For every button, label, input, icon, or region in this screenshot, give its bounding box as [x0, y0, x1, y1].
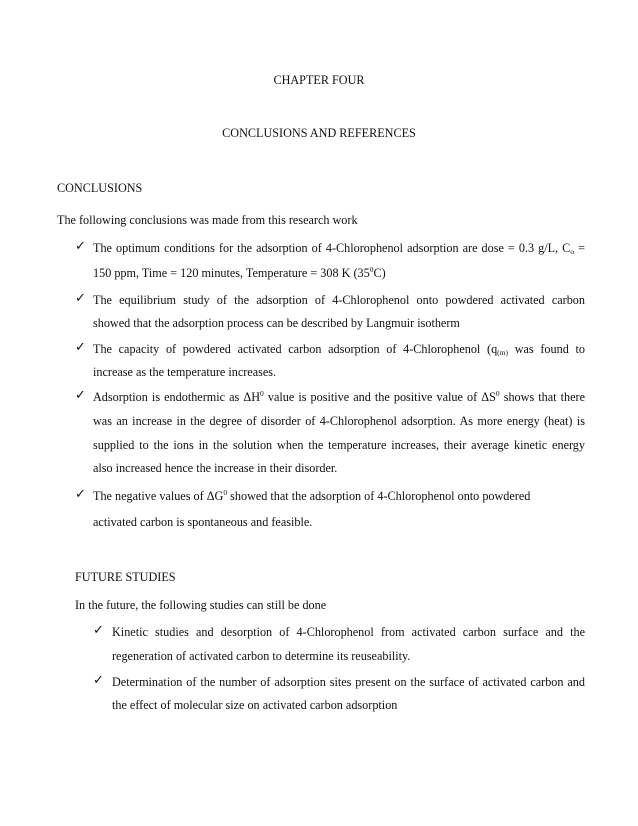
- conclusion-4-line-1: Adsorption is endothermic as $\Delta H^0$ value is positive and the positive value of $\Delta S^0$ shows that there: [93, 389, 585, 404]
- conclusion-4-line-2: was an increase in the degree of disorder of 4-Chlorophenol adsorption. As more energy (heat) is: [93, 414, 585, 428]
- future-2-line-2: the effect of molecular size on activated carbon adsorption: [112, 698, 398, 712]
- conclusion-5-line-2: activated carbon is spontaneous and feasible.: [93, 515, 313, 529]
- conclusion-2-line-1: The equilibrium study of the adsorption of 4-Chlorophenol onto powdered activated carbon: [93, 293, 585, 307]
- check-mark-icon: ✓: [93, 623, 104, 638]
- conclusions-heading: CONCLUSIONS: [57, 181, 143, 195]
- conclusion-1-line-1: The optimum conditions for the adsorption of 4-Chlorophenol adsorption are dose = 0.3 g/L, $C_o$ =: [93, 241, 586, 256]
- conclusion-2-line-2: showed that the adsorption process can be described by Langmuir isotherm: [93, 316, 460, 330]
- future-1-line-1: Kinetic studies and desorption of 4-Chlorophenol from activated carbon surface and the: [112, 625, 585, 639]
- conclusion-4-line-3: supplied to the ions in the solution when the temperature increases, their average kinetic energy: [93, 438, 585, 452]
- conclusion-5-line-1: The negative values of $\Delta G^0$ showed that the adsorption of 4-Chlorophenol onto powdered: [93, 488, 531, 503]
- check-mark-icon: ✓: [75, 487, 86, 502]
- conclusion-3-line-2: increase as the temperature increases.: [93, 365, 277, 379]
- chapter-subtitle: CONCLUSIONS AND REFERENCES: [222, 126, 416, 140]
- future-studies-intro: In the future, the following studies can still be done: [75, 598, 327, 612]
- conclusion-1-line-2: 150 ppm, Time = 120 minutes, Temperature = 308 K $(35^0C)$: [93, 265, 386, 280]
- conclusion-3-line-1: The capacity of powdered activated carbon adsorption of 4-Chlorophenol ($q_{(m)}$ was found to: [93, 342, 585, 357]
- chapter-title: CHAPTER FOUR: [273, 73, 365, 87]
- check-mark-icon: ✓: [93, 673, 104, 688]
- future-studies-heading: FUTURE STUDIES: [75, 570, 176, 584]
- check-mark-icon: ✓: [75, 291, 86, 306]
- check-mark-icon: ✓: [75, 239, 86, 254]
- conclusions-intro: The following conclusions was made from this research work: [57, 213, 358, 227]
- check-mark-icon: ✓: [75, 388, 86, 403]
- future-1-line-2: regeneration of activated carbon to determine its reuseability.: [112, 649, 411, 663]
- conclusion-4-line-4: also increased hence the increase in their disorder.: [93, 461, 338, 475]
- check-mark-icon: ✓: [75, 340, 86, 355]
- future-2-line-1: Determination of the number of adsorption sites present on the surface of activated carbon and: [112, 675, 585, 689]
